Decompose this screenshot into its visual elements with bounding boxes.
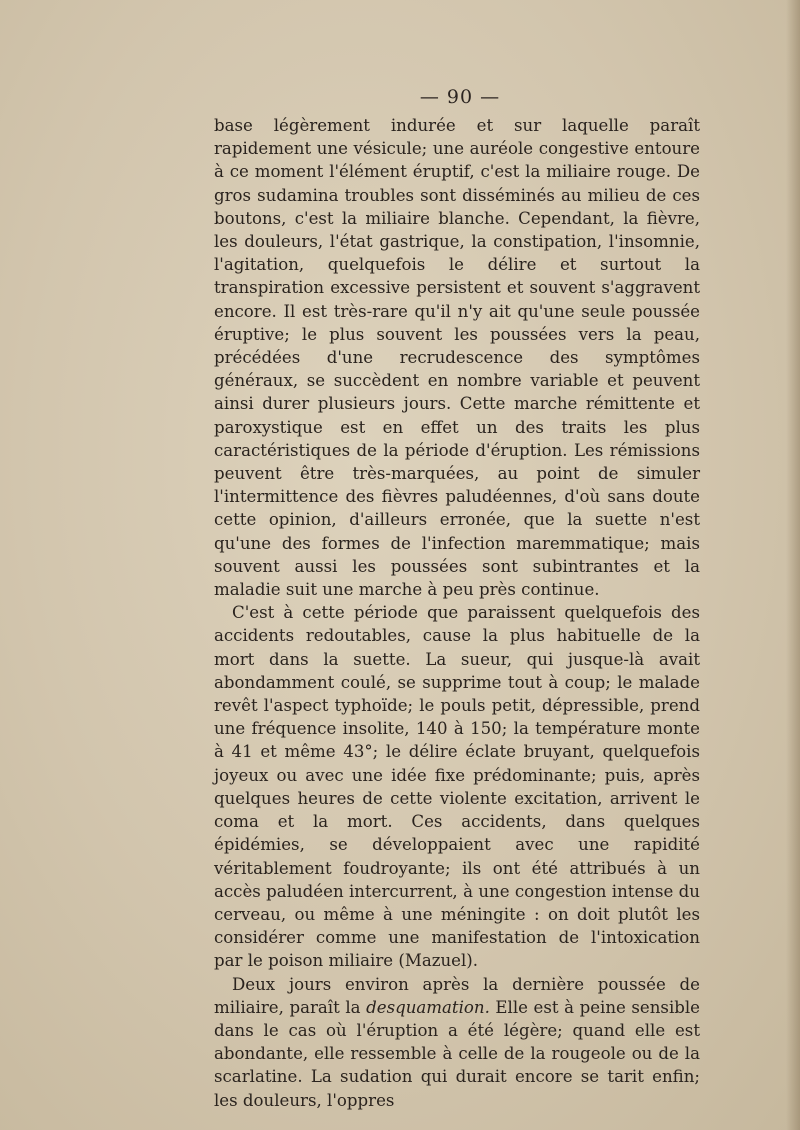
paragraph-3-end: Elle est à peine sensible dans le cas où l'éruption a été légère; quand elle est abondante, elle ressemble à celle de la rougeole ou de la scarlatine. La sudation qui durait encore se tarit enfin; les douleurs, l'oppres xyxy=(214,997,700,1110)
body-text xyxy=(214,114,700,1112)
paragraph-3-start: Deux jours environ après la dernière poussée de miliaire, paraît la xyxy=(214,974,700,1017)
page-number: — 90 — xyxy=(419,86,501,108)
paragraph-3-italic-term: desquamation. xyxy=(366,997,490,1017)
page-edge-shadow xyxy=(786,0,800,1130)
paragraph-2: C'est à cette période que paraissent quelquefois des accidents redoutables, cause la plus habituelle de la mort dans la suette. La sueur, qui jusque-là avait abondamment coulé, se supprime tout à coup; le malade revêt l'aspect typhoïde; le pouls petit, dépressible, prend une fréquence insolite, 140 à 150; la température monte à 41 et même 43°; le délire éclate bruyant, quelquefois joyeux ou avec une idée fixe prédominante; puis, après quelques heures de cette violente excitation, arrivent le coma et la mort. Ces accidents, dans quelques épidémies, se développaient avec une rapidité véritablement foudroyante; ils ont été attribués à un accès paludéen intercurrent, à une congestion intense du cerveau, ou même à une méningite : on doit plutôt les considérer comme une manifestation de l'intoxication par le poison miliaire (Mazuel). xyxy=(214,603,700,971)
paragraph-1: base légèrement indurée et sur laquelle paraît rapidement une vésicule; une auréole congestive entoure à ce moment l'élément éruptif, c'est la miliaire rouge. De gros sudamina troubles sont disséminés au milieu de ces boutons, c'est la miliaire blanche. Cependant, la fièvre, les douleurs, l'état gastrique, la constipation, l'insomnie, l'agitation, quelquefois le délire et surtout la transpiration excessive persistent et souvent s'aggravent encore. Il est très-rare qu'il n'y ait qu'une seule poussée éruptive; le plus souvent les poussées vers la peau, précédées d'une recrudescence des symptômes généraux, se succèdent en nombre variable et peuvent ainsi durer plusieurs jours. Cette marche rémittente et paroxystique est en effet un des traits les plus caractéristiques de la période d'éruption. Les rémissions peuvent être très-marquées, au point de simuler l'intermittence des fièvres paludéennes, d'où sans doute cette opinion, d'ailleurs erronée, que la suette n'est qu'une des formes de l'infection maremmatique; mais souvent aussi les poussées sont subintrantes et la maladie suit une marche à peu près continue. xyxy=(214,116,700,600)
paragraph-3 xyxy=(214,973,700,1112)
